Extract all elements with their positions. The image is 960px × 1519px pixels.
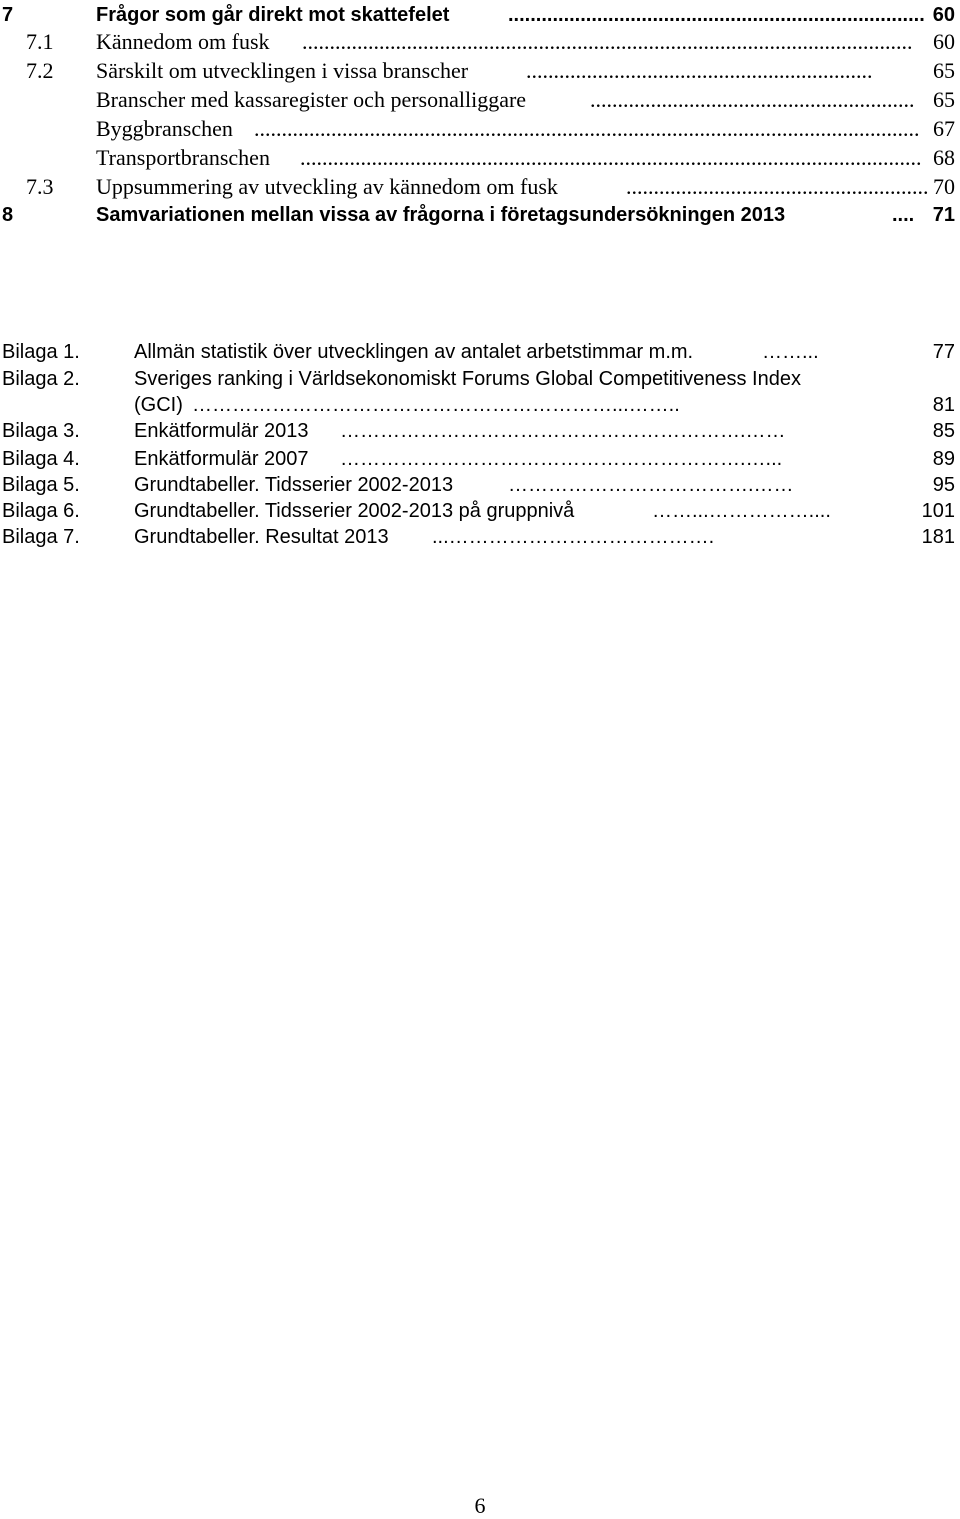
appendix-leader: ……... (762, 341, 819, 363)
appendix-page: 95 (932, 474, 955, 496)
toc-leader: ........................................................... (590, 87, 915, 112)
toc-page: 67 (933, 116, 955, 141)
toc-title: Frågor som går direkt mot skattefelet (96, 4, 450, 26)
toc-entry-chapter-7[interactable] (0, 0, 960, 30)
appendix-title: Grundtabeller. Tidsserier 2002-2013 på gruppnivå (134, 500, 575, 522)
toc-number: 7.1 (26, 29, 54, 54)
appendix-title: Enkätformulär 2007 (134, 448, 309, 470)
toc-title: Transportbranschen (96, 145, 270, 170)
toc-page: 71 (932, 204, 955, 226)
toc-page: 60 (933, 29, 955, 54)
appendix-entry-2[interactable] (0, 364, 960, 420)
appendix-page: 101 (921, 500, 955, 522)
toc-number: 8 (2, 204, 14, 226)
toc-title: Branscher med kassaregister och personalliggare (96, 87, 527, 112)
toc-title: Byggbranschen (96, 116, 233, 141)
toc-leader: ................................................................................................................. (300, 145, 922, 170)
appendix-label: Bilaga 7. (2, 526, 80, 548)
appendix-title: Grundtabeller. Tidsserier 2002-2013 (134, 474, 454, 496)
toc-entry-7-2[interactable] (0, 56, 960, 86)
toc-leader: ........................................................................... (508, 4, 925, 26)
toc-entry-transportbranschen[interactable] (0, 143, 960, 173)
appendix-leader: …………………………………………………….…... (340, 448, 783, 470)
toc-leader: ............................................................................................................... (302, 29, 913, 54)
appendix-label: Bilaga 1. (2, 341, 80, 363)
toc-leader: ............................................................... (526, 58, 873, 83)
toc-leader: .... (892, 204, 915, 226)
appendix-leader: ...…………………………………. (432, 526, 715, 548)
toc-title: Uppsummering av utveckling av kännedom om fusk (96, 174, 558, 199)
appendix-label: Bilaga 3. (2, 420, 80, 442)
toc-page: 68 (933, 145, 955, 170)
appendix-entry-7[interactable] (0, 522, 960, 552)
appendix-page: 89 (932, 448, 955, 470)
appendix-title: Enkätformulär 2013 (134, 420, 309, 442)
toc-number: 7.2 (26, 58, 54, 83)
appendix-entry-3[interactable] (0, 416, 960, 446)
toc-page: 65 (933, 58, 955, 83)
appendix-label: Bilaga 6. (2, 500, 80, 522)
appendix-entry-1[interactable] (0, 337, 960, 367)
appendix-leader: ……………………………….…… (508, 474, 794, 496)
toc-entry-kassaregister[interactable] (0, 85, 960, 115)
appendix-title: Allmän statistik över utvecklingen av antalet arbetstimmar m.m. (134, 341, 694, 363)
toc-title: Kännedom om fusk (96, 29, 270, 54)
appendix-page: 81 (932, 394, 955, 416)
appendix-title-continued: (GCI) (134, 394, 183, 416)
toc-title: Särskilt om utvecklingen i vissa branscher (96, 58, 469, 83)
toc-number: 7.3 (26, 174, 54, 199)
appendix-title: Sveriges ranking i Världsekonomiskt Forums Global Competitiveness Index (134, 368, 801, 390)
toc-entry-chapter-8[interactable] (0, 200, 960, 230)
toc-entry-byggbranschen[interactable] (0, 114, 960, 144)
appendix-label: Bilaga 4. (2, 448, 80, 470)
appendix-page: 77 (932, 341, 955, 363)
toc-title: Samvariationen mellan vissa av frågorna i företagsundersökningen 2013 (96, 204, 786, 226)
toc-entry-7-1[interactable] (0, 27, 960, 57)
appendix-leader: ………………………………………………………...…….. (192, 394, 680, 416)
appendix-page: 85 (932, 420, 955, 442)
appendix-leader: ……...…………….... (652, 500, 831, 522)
toc-page: 60 (932, 4, 955, 26)
appendix-label: Bilaga 5. (2, 474, 80, 496)
page-number: 6 (474, 1493, 486, 1518)
appendix-page: 181 (921, 526, 955, 548)
toc-entry-7-3[interactable] (0, 172, 960, 202)
toc-page: 70 (933, 174, 955, 199)
toc-leader: ......................................................................................................................... (254, 116, 920, 141)
appendix-label: Bilaga 2. (2, 368, 80, 390)
toc-number: 7 (2, 4, 14, 26)
toc-page: 65 (933, 87, 955, 112)
appendix-title: Grundtabeller. Resultat 2013 (134, 526, 389, 548)
appendix-leader: …………………………………………………….…… (340, 420, 786, 442)
toc-leader: ....................................................... (626, 174, 928, 199)
